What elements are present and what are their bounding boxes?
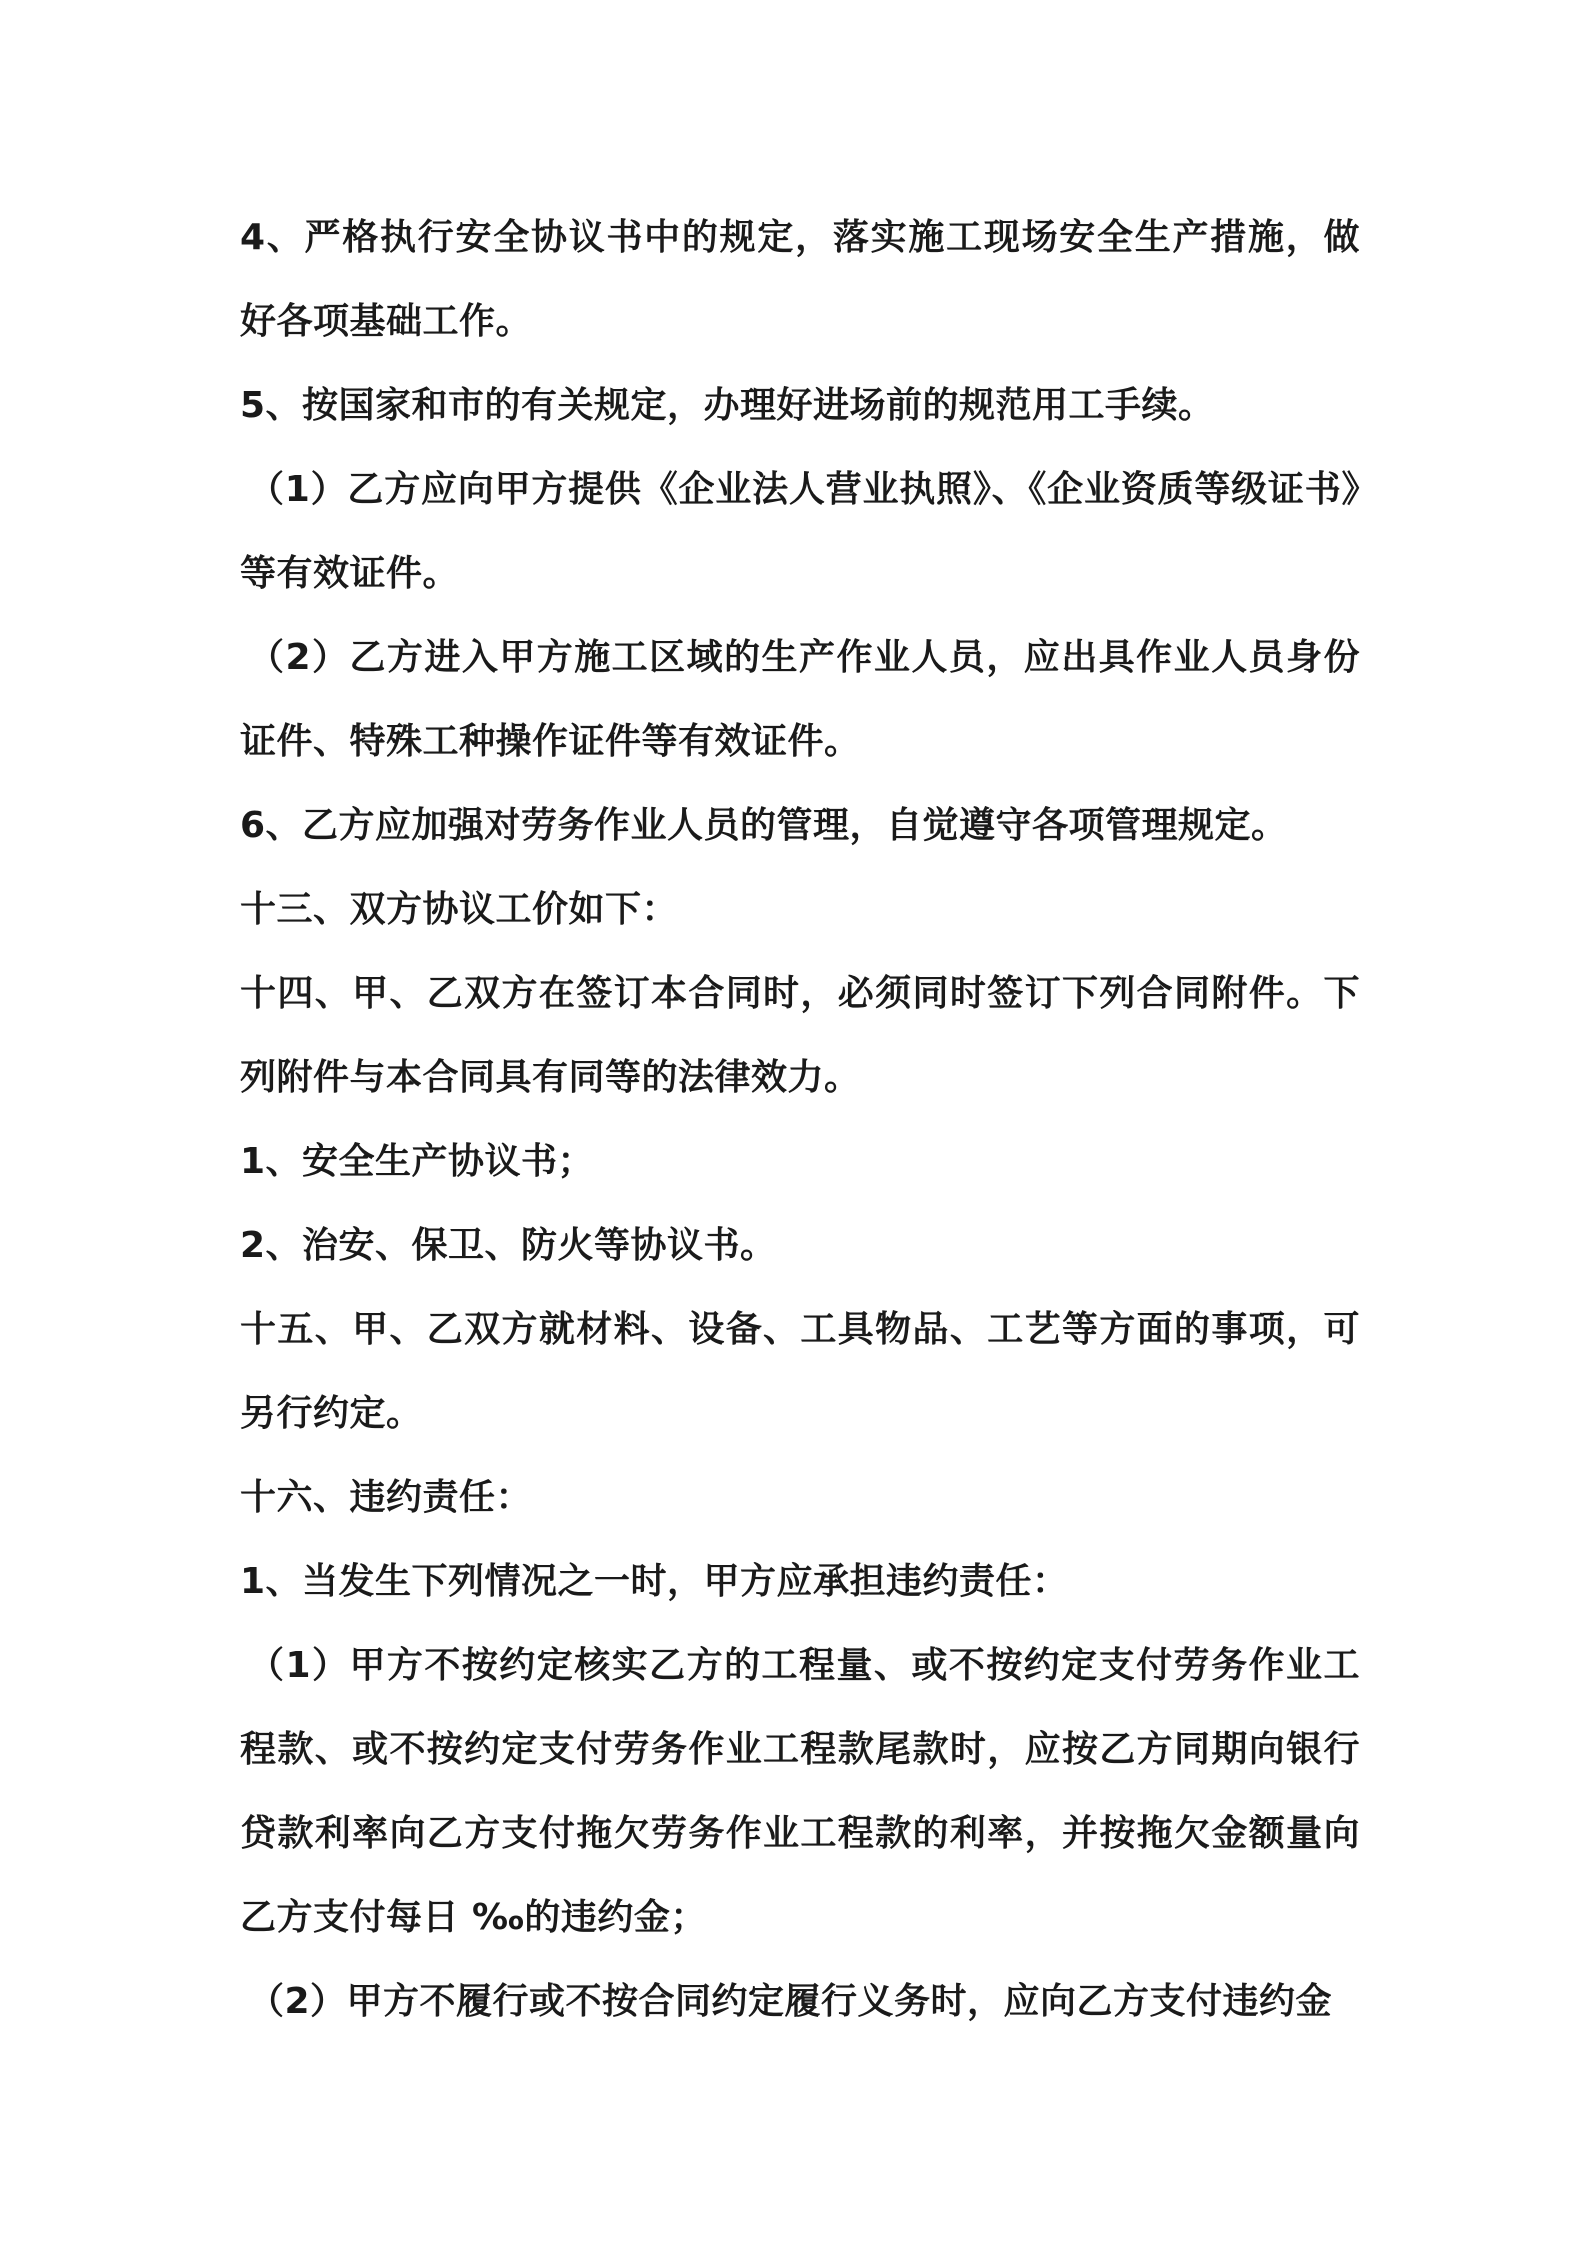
- paragraph-subitem-5-1: （1）乙方应向甲方提供《企业法人营业执照》、《企业资质等级证书》等有效证件。: [240, 469, 1360, 594]
- paragraph-subitem-5-2: （2）乙方进入甲方施工区域的生产作业人员，应出具作业人员身份证件、特殊工种操作证件等有效证件。: [240, 637, 1360, 762]
- paragraph-item-4: 4、严格执行安全协议书中的规定，落实施工现场安全生产措施，做好各项基础工作。: [240, 217, 1360, 342]
- section-15: 十五、甲、乙双方就材料、设备、工具物品、工艺等方面的事项，可另行约定。: [240, 1309, 1360, 1434]
- section-13: 十三、双方协议工价如下：: [240, 889, 679, 930]
- paragraph-liability-1: 1、当发生下列情况之一时，甲方应承担违约责任：: [240, 1561, 1069, 1602]
- paragraph-attachment-2: 2、治安、保卫、防火等协议书。: [240, 1225, 777, 1266]
- paragraph-item-5: 5、按国家和市的有关规定，办理好进场前的规范用工手续。: [240, 385, 1215, 426]
- paragraph-liability-1-1: （1）甲方不按约定核实乙方的工程量、或不按约定支付劳务作业工程款、或不按约定支付劳务作业工程款尾款时，应按乙方同期向银行贷款利率向乙方支付拖欠劳务作业工程款的利率，并按拖欠金额量向乙方支付每日 ‰的违约金；: [240, 1645, 1360, 1938]
- section-14: 十四、甲、乙双方在签订本合同时，必须同时签订下列合同附件。下列附件与本合同具有同等的法律效力。: [240, 973, 1360, 1098]
- section-16: 十六、违约责任：: [240, 1477, 533, 1518]
- document-body: [240, 196, 1360, 2044]
- paragraph-item-6: 6、乙方应加强对劳务作业人员的管理，自觉遵守各项管理规定。: [240, 805, 1288, 846]
- paragraph-attachment-1: 1、安全生产协议书；: [240, 1141, 595, 1182]
- paragraph-liability-1-2: （2）甲方不履行或不按合同约定履行义务时，应向乙方支付违约金: [248, 1981, 1333, 2022]
